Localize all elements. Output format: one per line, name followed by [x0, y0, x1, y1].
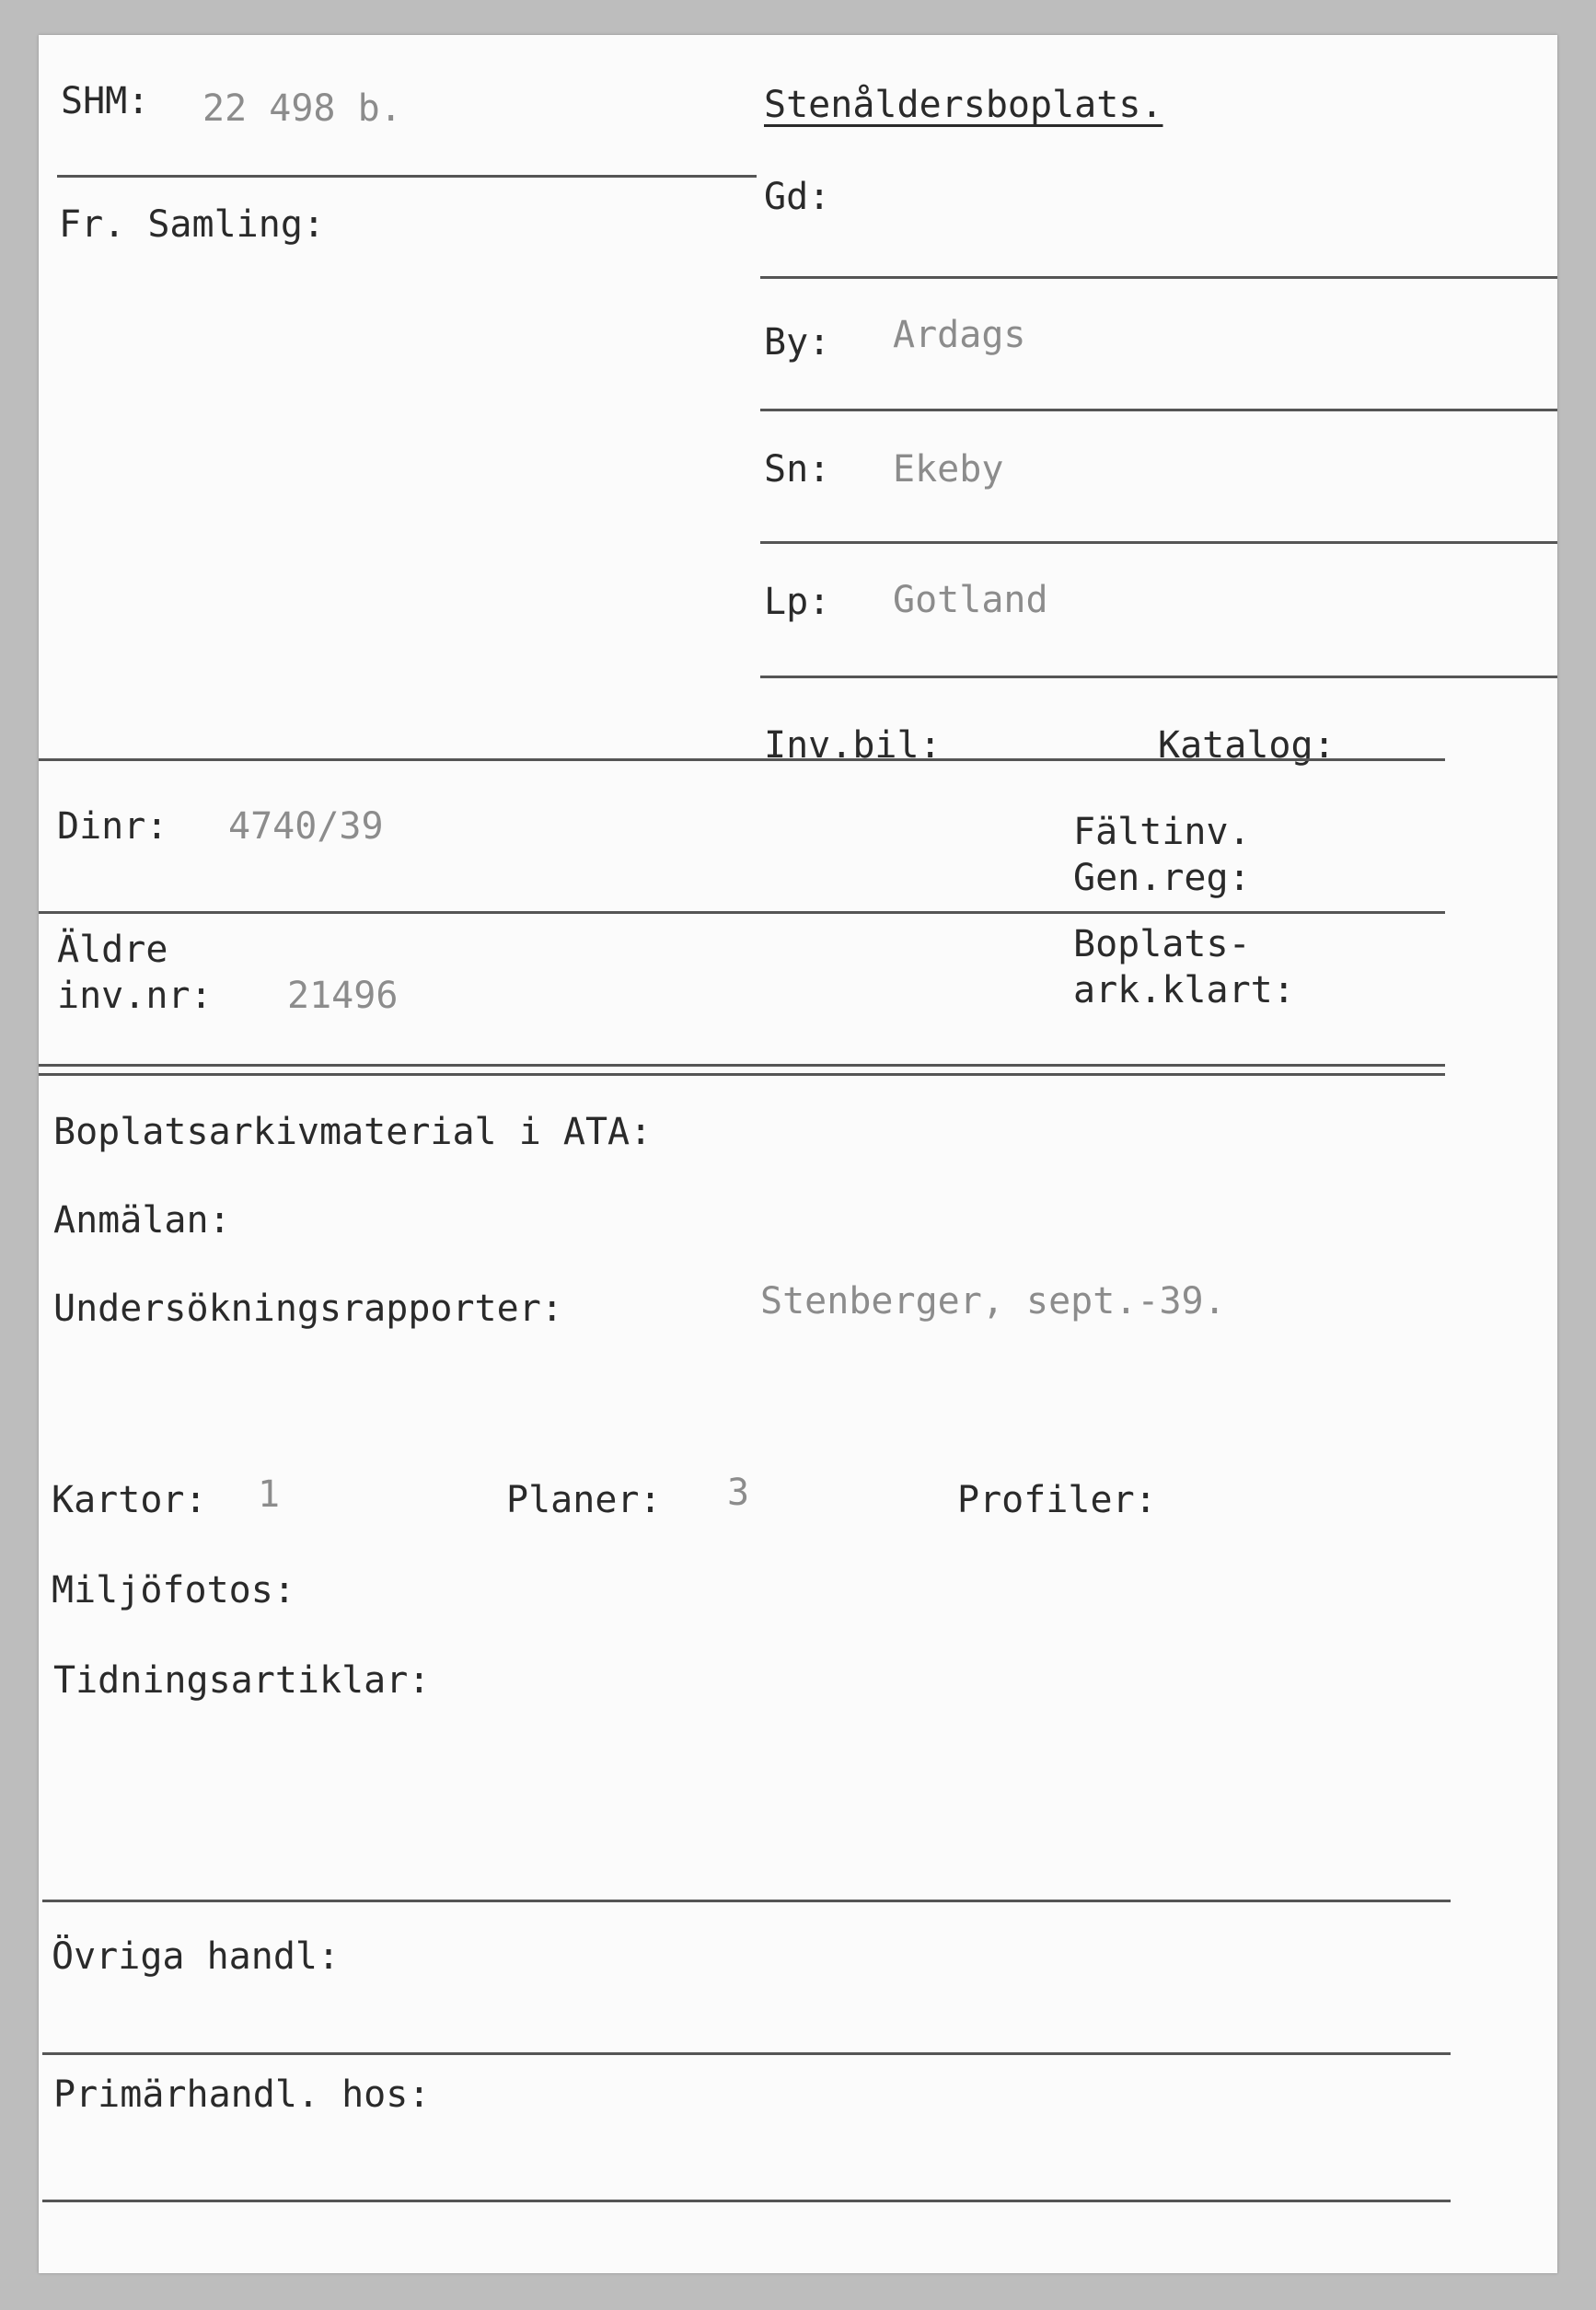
faltinv-label: Fältinv. — [1073, 811, 1251, 853]
kartor-label: Kartor: — [52, 1479, 207, 1521]
rapporter-label: Undersökningsrapporter: — [53, 1288, 563, 1330]
invnr-label: inv.nr: — [57, 975, 213, 1017]
divider-gd — [760, 276, 1557, 279]
planer-value: 3 — [727, 1472, 750, 1514]
shm-label: SHM: — [61, 80, 150, 122]
divider-inventory-top — [39, 758, 1445, 761]
boplats-label: Boplats- — [1073, 923, 1251, 965]
divider-tidning — [42, 1900, 1451, 1902]
genreg-label: Gen.reg: — [1073, 857, 1251, 899]
rapporter-value: Stenberger, sept.-39. — [760, 1280, 1226, 1322]
primar-label: Primärhandl. hos: — [53, 2073, 431, 2116]
divider-dinr — [39, 911, 1445, 914]
divider-ovriga — [42, 2052, 1451, 2055]
catalog-card — [39, 35, 1557, 2273]
profiler-label: Profiler: — [957, 1479, 1157, 1521]
dinr-value: 4740/39 — [228, 805, 384, 848]
divider-by — [760, 409, 1557, 411]
by-value: Ardags — [893, 314, 1026, 356]
divider-lp — [760, 676, 1557, 678]
aldre-label: Äldre — [57, 929, 168, 971]
arkklart-label: ark.klart: — [1073, 969, 1295, 1011]
sn-label: Sn: — [764, 448, 831, 491]
inv-bil-label: Inv.bil: — [764, 724, 942, 767]
divider-shm — [57, 175, 757, 178]
planer-label: Planer: — [506, 1479, 662, 1521]
anmalan-label: Anmälan: — [53, 1199, 231, 1242]
shm-value: 22 498 b. — [202, 87, 402, 130]
category-title: Stenåldersboplats. — [764, 84, 1163, 126]
fr-samling-label: Fr. Samling: — [59, 203, 325, 246]
kartor-value: 1 — [258, 1473, 281, 1516]
divider-primar — [42, 2200, 1451, 2202]
by-label: By: — [764, 321, 831, 364]
divider-double-b — [39, 1073, 1445, 1076]
invnr-value: 21496 — [287, 975, 399, 1017]
lp-value: Gotland — [893, 579, 1048, 621]
divider-sn — [760, 541, 1557, 544]
ovriga-label: Övriga handl: — [52, 1935, 341, 1978]
katalog-label: Katalog: — [1158, 724, 1336, 767]
miljofotos-label: Miljöfotos: — [52, 1569, 295, 1611]
archive-title: Boplatsarkivmaterial i ATA: — [53, 1111, 653, 1153]
divider-double-a — [39, 1064, 1445, 1067]
tidning-label: Tidningsartiklar: — [53, 1659, 431, 1702]
gd-label: Gd: — [764, 176, 831, 218]
dinr-label: Dinr: — [57, 805, 168, 848]
sn-value: Ekeby — [893, 448, 1004, 491]
lp-label: Lp: — [764, 581, 831, 623]
